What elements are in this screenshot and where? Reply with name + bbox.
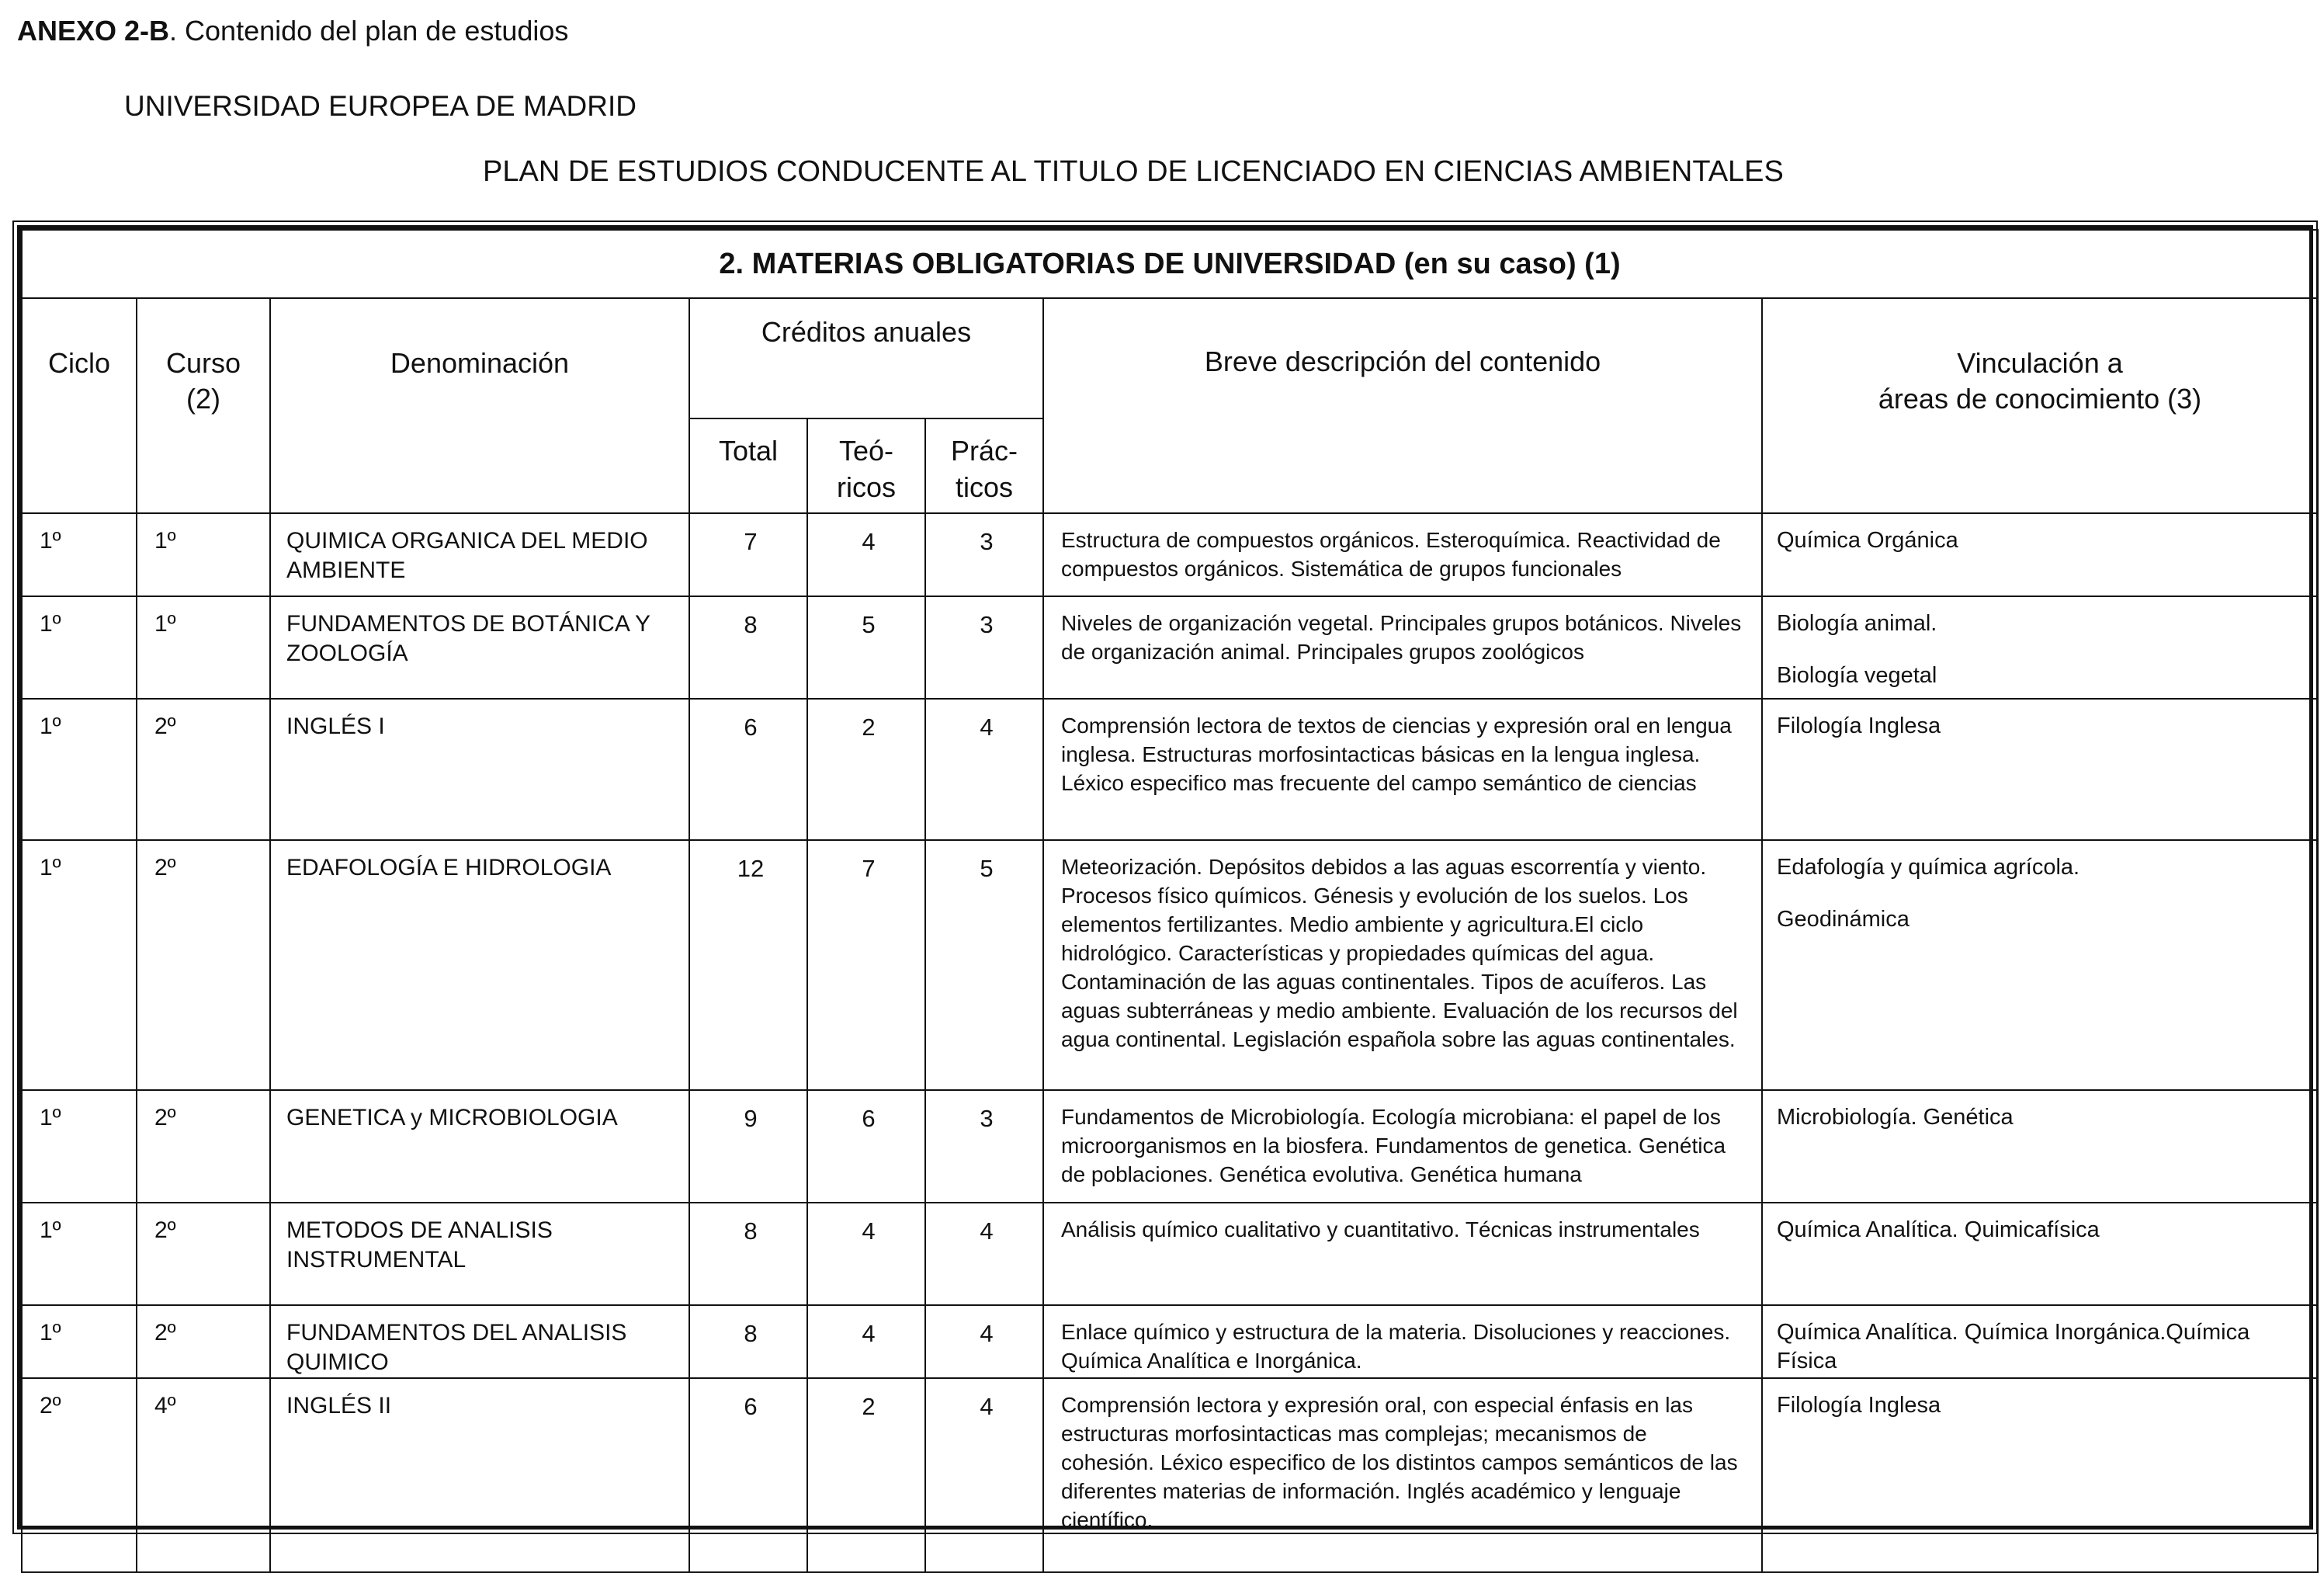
denominacion-cell: FUNDAMENTOS DE BOTÁNICA Y ZOOLOGÍA — [270, 596, 689, 699]
practicos-cell: 4 — [925, 1378, 1043, 1572]
teoricos-cell: 4 — [807, 513, 925, 596]
area-name: Microbiología. Genética — [1777, 1105, 2014, 1130]
col-curso-label: Curso — [165, 347, 241, 379]
table-row — [22, 1090, 2318, 1203]
col-vinculacion-areas: áreas de conocimiento (3) — [1878, 383, 2202, 415]
section-title: 2. MATERIAS OBLIGATORIAS DE UNIVERSIDAD (en su caso) (1) — [22, 230, 2318, 298]
ciclo-cell: 1º — [22, 1305, 137, 1378]
vinculacion-cell — [1762, 1203, 2318, 1305]
descripcion-cell: Fundamentos de Microbiología. Ecología microbiana: el papel de los microorganismos en la biosfera. Fundamentos de genetica. Genética de poblaciones. Genética evolutiva. Genética humana — [1043, 1090, 1762, 1203]
denominacion-cell: INGLÉS II — [270, 1378, 689, 1572]
area-name: Filología Inglesa — [1777, 1393, 1941, 1418]
header-row — [22, 298, 2318, 418]
curso-cell: 2º — [137, 1305, 270, 1378]
practicos-cell: 4 — [925, 1203, 1043, 1305]
vinculacion-cell — [1762, 513, 2318, 596]
denominacion-cell: INGLÉS I — [270, 699, 689, 840]
denominacion-cell: FUNDAMENTOS DEL ANALISIS QUIMICO — [270, 1305, 689, 1378]
plan-title: PLAN DE ESTUDIOS CONDUCENTE AL TITULO DE LICENCIADO EN CIENCIAS AMBIENTALES — [483, 155, 1784, 188]
descripcion-cell: Análisis químico cualitativo y cuantitativo. Técnicas instrumentales — [1043, 1203, 1762, 1305]
area-name: Filología Inglesa — [1777, 714, 1941, 738]
practicos-cell: 4 — [925, 1305, 1043, 1378]
curso-cell: 2º — [137, 699, 270, 840]
col-header-ciclo — [22, 298, 137, 513]
total-cell: 9 — [689, 1090, 807, 1203]
total-cell: 6 — [689, 1378, 807, 1572]
col-header-descripcion — [1043, 298, 1762, 513]
teoricos-cell: 2 — [807, 699, 925, 840]
col-header-practicos — [925, 418, 1043, 513]
ciclo-cell: 1º — [22, 596, 137, 699]
teoricos-cell: 2 — [807, 1378, 925, 1572]
practicos-cell: 3 — [925, 596, 1043, 699]
denominacion-cell: EDAFOLOGÍA E HIDROLOGIA — [270, 840, 689, 1090]
col-ciclo-label: Ciclo — [47, 347, 110, 379]
col-header-denominacion — [270, 298, 689, 513]
practicos-cell: 5 — [925, 840, 1043, 1090]
ciclo-cell: 1º — [22, 513, 137, 596]
area-name: Química Analítica. Quimicafísica — [1777, 1217, 2100, 1242]
ciclo-cell: 1º — [22, 1090, 137, 1203]
area-name: Edafología y química agrícola. — [1777, 855, 2080, 880]
area-name: Biología animal. — [1777, 611, 1937, 636]
col-header-creditos — [689, 298, 1043, 418]
descripcion-cell: Comprensión lectora y expresión oral, con especial énfasis en las estructuras morfosintacticas mas complejas; mecanismos de cohesión. Léxico especifico de los distintos campos semánticos de las diferentes materias de información. Inglés académico y lenguaje científico. — [1043, 1378, 1762, 1572]
area-name: Geodinámica — [1777, 906, 1909, 932]
col-header-teoricos — [807, 418, 925, 513]
col-vinculacion-label: Vinculación a — [1957, 347, 2123, 379]
total-cell: 8 — [689, 1203, 807, 1305]
denominacion-cell: GENETICA y MICROBIOLOGIA — [270, 1090, 689, 1203]
vinculacion-cell — [1762, 1378, 2318, 1572]
descripcion-cell: Niveles de organización vegetal. Principales grupos botánicos. Niveles de organización animal. Principales grupos zoológicos — [1043, 596, 1762, 699]
curso-cell: 2º — [137, 1090, 270, 1203]
col-practicos-line1: Prác- — [950, 435, 1018, 467]
section-title-row — [22, 230, 2318, 298]
col-teoricos-line1: Teó- — [838, 435, 894, 467]
curso-cell: 2º — [137, 1203, 270, 1305]
col-header-total — [689, 418, 807, 513]
total-cell: 8 — [689, 596, 807, 699]
curriculum-table-frame — [17, 225, 2313, 1530]
col-denominacion-label: Denominación — [390, 347, 570, 379]
ciclo-cell: 1º — [22, 699, 137, 840]
curso-cell: 1º — [137, 513, 270, 596]
denominacion-cell: QUIMICA ORGANICA DEL MEDIO AMBIENTE — [270, 513, 689, 596]
area-name: Química Analítica. Química Inorgánica.Química Física — [1777, 1320, 2250, 1373]
annex-label: ANEXO 2-B — [17, 15, 170, 47]
table-row — [22, 513, 2318, 596]
vinculacion-cell — [1762, 1305, 2318, 1378]
practicos-cell: 3 — [925, 1090, 1043, 1203]
ciclo-cell: 2º — [22, 1378, 137, 1572]
teoricos-cell: 4 — [807, 1305, 925, 1378]
curso-cell: 1º — [137, 596, 270, 699]
descripcion-cell: Estructura de compuestos orgánicos. Esteroquímica. Reactividad de compuestos orgánicos. Sistemática de grupos funcionales — [1043, 513, 1762, 596]
col-total-label: Total — [718, 435, 779, 467]
col-creditos-label: Créditos anuales — [761, 316, 972, 348]
col-header-vinculacion — [1762, 298, 2318, 513]
vinculacion-cell — [1762, 596, 2318, 699]
area-name: Química Orgánica — [1777, 528, 1958, 553]
total-cell: 7 — [689, 513, 807, 596]
area-name: Biología vegetal — [1777, 662, 1937, 688]
col-curso-note: (2) — [186, 383, 220, 415]
col-teoricos-line2: ricos — [836, 471, 896, 503]
denominacion-cell: METODOS DE ANALISIS INSTRUMENTAL — [270, 1203, 689, 1305]
table-row — [22, 1378, 2318, 1572]
descripcion-cell: Meteorización. Depósitos debidos a las aguas escorrentía y viento. Procesos físico químicos. Génesis y evolución de los suelos. Los elementos fertilizantes. Medio ambiente y agricultura.El ciclo hidrológico. Características y propiedades químicas del agua. Contaminación de las aguas continentales. Tipos de acuíferos. Las aguas subterráneas y medio ambiente. Evaluación de los recursos del agua continental. Legislación española sobre las aguas continentales. — [1043, 840, 1762, 1090]
curriculum-table — [21, 229, 2319, 1573]
practicos-cell: 3 — [925, 513, 1043, 596]
teoricos-cell: 6 — [807, 1090, 925, 1203]
vinculacion-cell — [1762, 840, 2318, 1090]
total-cell: 6 — [689, 699, 807, 840]
col-descripcion-label: Breve descripción del contenido — [1204, 346, 1601, 377]
curso-cell: 4º — [137, 1378, 270, 1572]
teoricos-cell: 7 — [807, 840, 925, 1090]
col-practicos-line2: ticos — [955, 471, 1014, 503]
table-row — [22, 699, 2318, 840]
annex-subtitle: . Contenido del plan de estudios — [169, 15, 569, 47]
annex-heading — [17, 17, 568, 45]
total-cell: 8 — [689, 1305, 807, 1378]
ciclo-cell: 1º — [22, 840, 137, 1090]
teoricos-cell: 4 — [807, 1203, 925, 1305]
table-row — [22, 840, 2318, 1090]
ciclo-cell: 1º — [22, 1203, 137, 1305]
university-name: UNIVERSIDAD EUROPEA DE MADRID — [124, 90, 636, 122]
table-row — [22, 596, 2318, 699]
teoricos-cell: 5 — [807, 596, 925, 699]
practicos-cell: 4 — [925, 699, 1043, 840]
col-header-curso — [137, 298, 270, 513]
curso-cell: 2º — [137, 840, 270, 1090]
vinculacion-cell — [1762, 699, 2318, 840]
total-cell: 12 — [689, 840, 807, 1090]
descripcion-cell: Comprensión lectora de textos de ciencias y expresión oral en lengua inglesa. Estructuras morfosintacticas básicas en la lengua inglesa. Léxico especifico mas frecuente del campo semántico de ciencias — [1043, 699, 1762, 840]
descripcion-cell: Enlace químico y estructura de la materia. Disoluciones y reacciones. Química Analítica e Inorgánica. — [1043, 1305, 1762, 1378]
table-row — [22, 1203, 2318, 1305]
vinculacion-cell — [1762, 1090, 2318, 1203]
table-row — [22, 1305, 2318, 1378]
